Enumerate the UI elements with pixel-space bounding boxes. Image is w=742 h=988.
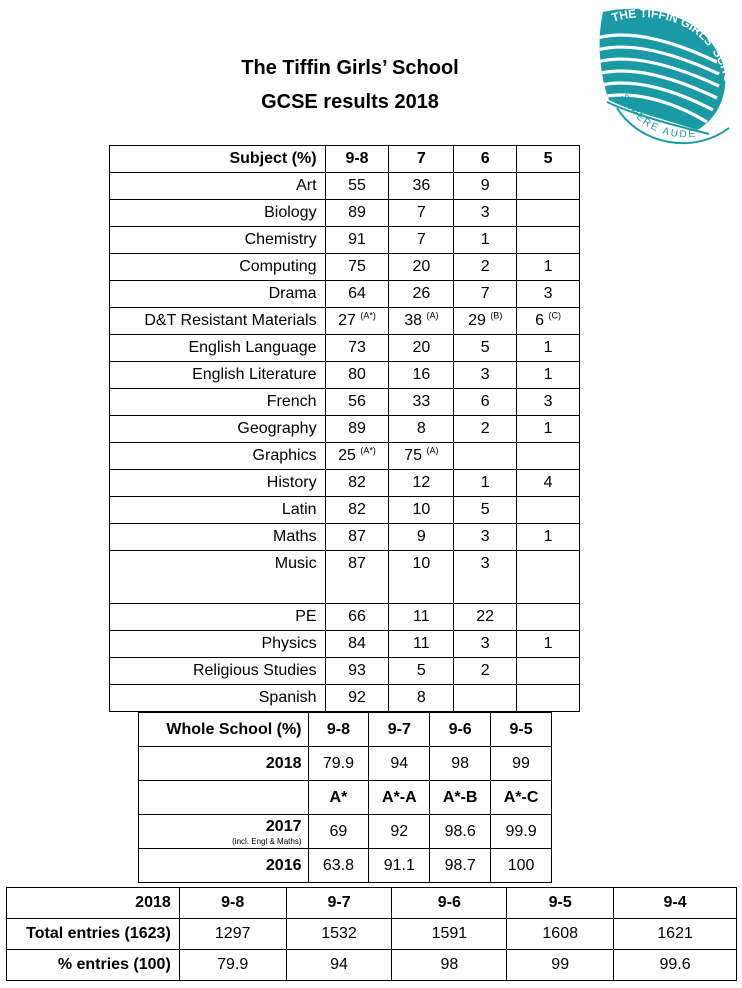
value-text: 9-8 (326, 720, 350, 738)
grade-percent-value: 82 (348, 501, 366, 518)
grade-percent-value: 75 (348, 258, 366, 275)
grade-percent-cell (517, 658, 580, 685)
whole-school-row (139, 781, 552, 815)
grade-percent-cell (454, 658, 517, 685)
grade-percent-cell (325, 308, 389, 335)
grade-percent-cell (389, 254, 454, 281)
grade-percent-value: 1 (543, 339, 553, 356)
whole-school-row-label (139, 815, 309, 849)
grade-percent-cell (517, 389, 580, 416)
grade-percent-cell (517, 631, 580, 658)
subject-name: History (110, 470, 326, 497)
grade-percent-value: 84 (348, 635, 366, 652)
grade-percent-cell (517, 470, 580, 497)
grade-percent-cell (325, 685, 389, 712)
grade-percent-cell (389, 416, 454, 443)
whole-school-row (139, 713, 552, 747)
entries-value: 99.6 (614, 950, 737, 981)
grade-percent-cell (517, 416, 580, 443)
grade-percent-cell (389, 470, 454, 497)
value-text: 100 (507, 856, 535, 874)
whole-school-row-label (139, 747, 309, 781)
old-grade-note: (A) (426, 445, 439, 456)
whole-school-value (308, 713, 369, 747)
grade-percent-cell (517, 497, 580, 524)
grade-percent-value: 1 (543, 366, 553, 383)
subjects-header-cell: 9-8 (325, 146, 389, 173)
grade-percent-value: 55 (348, 177, 366, 194)
grade-percent-value: 6 (535, 312, 545, 329)
grade-percent-value: 93 (348, 662, 366, 679)
whole-school-row (139, 815, 552, 849)
subject-name: Religious Studies (110, 658, 326, 685)
entries-row-label: Total entries (1623) (7, 919, 180, 950)
entries-value: 79.9 (179, 950, 286, 981)
old-grade-note: (B) (490, 310, 503, 321)
subjects-header-row (110, 146, 580, 173)
grade-percent-cell (517, 551, 580, 604)
grade-percent-cell (389, 443, 454, 470)
whole-school-value (369, 815, 430, 849)
subject-row (110, 658, 580, 685)
row-label-text: 2017 (265, 817, 302, 835)
subject-name: Music (110, 551, 326, 604)
grade-percent-value: 87 (348, 528, 366, 545)
subjects-header-cell: Subject (%) (110, 146, 326, 173)
grade-percent-cell (454, 604, 517, 631)
grade-percent-value: 6 (480, 393, 490, 410)
grade-percent-value: 89 (348, 204, 366, 221)
grade-percent-value: 9 (416, 528, 426, 545)
subject-name: English Literature (110, 362, 326, 389)
grade-percent-cell (389, 308, 454, 335)
value-text: 94 (390, 754, 409, 772)
grade-percent-value: 56 (348, 393, 366, 410)
grade-percent-cell (389, 658, 454, 685)
grade-percent-cell (325, 281, 389, 308)
entries-value: 1297 (179, 919, 286, 950)
row-footnote: (incl. Engl & Maths) (232, 836, 302, 846)
subject-row (110, 524, 580, 551)
subject-name: Computing (110, 254, 326, 281)
grade-percent-cell (454, 254, 517, 281)
old-grade-note: (C) (548, 310, 561, 321)
grade-percent-value: 9 (480, 177, 490, 194)
grade-percent-value: 5 (416, 662, 426, 679)
grade-percent-cell (389, 173, 454, 200)
grade-percent-cell (325, 200, 389, 227)
grade-percent-cell (517, 362, 580, 389)
row-label-text: Whole School (%) (166, 720, 302, 738)
whole-school-row (139, 849, 552, 883)
grade-percent-cell (517, 200, 580, 227)
subject-row (110, 497, 580, 524)
grade-percent-cell (389, 389, 454, 416)
grade-percent-value: 5 (480, 501, 490, 518)
subject-name: Art (110, 173, 326, 200)
grade-percent-value: 3 (480, 528, 490, 545)
entries-table (6, 887, 737, 981)
subject-name: Chemistry (110, 227, 326, 254)
subject-results-table (109, 145, 580, 712)
value-text: 9-6 (448, 720, 472, 738)
entries-row-label: 2018 (7, 888, 180, 919)
grade-percent-cell (389, 227, 454, 254)
grade-percent-cell (454, 173, 517, 200)
value-text: 91.1 (383, 856, 415, 874)
subject-name: PE (110, 604, 326, 631)
entries-value: 1621 (614, 919, 737, 950)
grade-percent-value: 64 (348, 285, 366, 302)
grade-percent-value: 10 (412, 501, 431, 518)
grade-percent-value: 1 (543, 528, 553, 545)
whole-school-value (430, 747, 491, 781)
subject-name: D&T Resistant Materials (110, 308, 326, 335)
grade-percent-cell (389, 524, 454, 551)
grade-percent-value: 20 (412, 339, 431, 356)
grade-percent-cell (325, 524, 389, 551)
entries-value: 9-7 (286, 888, 392, 919)
value-text: 69 (329, 822, 348, 840)
value-text: 98.6 (444, 822, 476, 840)
subject-name: Biology (110, 200, 326, 227)
grade-percent-value: 3 (543, 285, 553, 302)
grade-percent-value: 29 (468, 312, 486, 329)
grade-percent-value: 38 (404, 312, 423, 329)
grade-percent-value: 2 (480, 420, 490, 437)
old-grade-note: (A*) (360, 310, 376, 321)
grade-percent-cell (517, 308, 580, 335)
grade-percent-cell (454, 389, 517, 416)
whole-school-value (430, 815, 491, 849)
grade-percent-value: 75 (404, 447, 423, 464)
grade-percent-cell (517, 443, 580, 470)
grade-percent-cell (325, 335, 389, 362)
grade-percent-cell (389, 281, 454, 308)
subjects-header-cell: 7 (389, 146, 454, 173)
grade-percent-value: 3 (480, 635, 490, 652)
logo-ring-text: THE TIFFIN GIRLS’ SCHOOL (610, 6, 737, 101)
value-text: 63.8 (322, 856, 354, 874)
grade-percent-cell (325, 551, 389, 604)
grade-percent-cell (454, 362, 517, 389)
grade-percent-cell (517, 335, 580, 362)
subject-row (110, 362, 580, 389)
grade-percent-cell (454, 685, 517, 712)
whole-school-row-label (139, 849, 309, 883)
whole-school-value (430, 781, 491, 815)
subject-name: English Language (110, 335, 326, 362)
subject-name: French (110, 389, 326, 416)
subject-row (110, 335, 580, 362)
grade-percent-value: 16 (412, 366, 431, 383)
grade-percent-value: 92 (348, 689, 366, 706)
subject-row (110, 173, 580, 200)
whole-school-value (369, 781, 430, 815)
grade-percent-value: 1 (480, 231, 490, 248)
row-label-text: 2016 (265, 856, 302, 874)
grade-percent-value: 3 (480, 204, 490, 221)
whole-school-value (308, 849, 369, 883)
entries-value: 1608 (507, 919, 614, 950)
grade-percent-value: 2 (480, 258, 490, 275)
whole-school-value (491, 781, 552, 815)
grade-percent-value: 4 (543, 474, 553, 491)
grade-percent-value: 27 (338, 312, 356, 329)
grade-percent-value: 1 (543, 635, 553, 652)
row-label-text: 2018 (265, 754, 302, 772)
entries-row (7, 950, 737, 981)
subject-row (110, 551, 580, 604)
subject-name: Physics (110, 631, 326, 658)
whole-school-row-label (139, 713, 309, 747)
grade-percent-value: 87 (348, 555, 366, 572)
grade-percent-cell (389, 685, 454, 712)
subject-name: Latin (110, 497, 326, 524)
whole-school-value (430, 713, 491, 747)
logo-motto: SAPERE AUDE (618, 92, 698, 141)
grade-percent-cell (325, 604, 389, 631)
grade-percent-value: 91 (348, 231, 366, 248)
subject-name: Maths (110, 524, 326, 551)
grade-percent-value: 22 (476, 608, 495, 625)
grade-percent-cell (454, 200, 517, 227)
entries-value: 1532 (286, 919, 392, 950)
grade-percent-value: 80 (348, 366, 366, 383)
entries-value: 9-5 (507, 888, 614, 919)
value-text: 9-5 (509, 720, 533, 738)
whole-school-value (308, 815, 369, 849)
subject-name: Spanish (110, 685, 326, 712)
grade-percent-value: 3 (543, 393, 553, 410)
grade-percent-value: 5 (480, 339, 490, 356)
grade-percent-value: 1 (480, 474, 490, 491)
grade-percent-value: 26 (412, 285, 431, 302)
subject-name: Drama (110, 281, 326, 308)
subject-row (110, 254, 580, 281)
subject-row (110, 470, 580, 497)
subjects-header-cell: 6 (454, 146, 517, 173)
grade-percent-cell (454, 524, 517, 551)
grade-percent-value: 7 (480, 285, 490, 302)
old-grade-note: (A*) (360, 445, 376, 456)
value-text: 92 (390, 822, 409, 840)
entries-row-label: % entries (100) (7, 950, 180, 981)
whole-school-row (139, 747, 552, 781)
grade-percent-cell (325, 227, 389, 254)
grade-percent-cell (389, 335, 454, 362)
school-crest-logo (597, 4, 737, 156)
grade-percent-value: 11 (413, 635, 430, 652)
grade-percent-cell (454, 631, 517, 658)
results-title: GCSE results 2018 (261, 91, 439, 113)
grade-percent-cell (517, 604, 580, 631)
value-text: A*-B (442, 788, 478, 806)
subject-row (110, 416, 580, 443)
value-text: A* (329, 788, 348, 806)
grade-percent-cell (325, 416, 389, 443)
grade-percent-value: 82 (348, 474, 366, 491)
entries-value: 9-4 (614, 888, 737, 919)
grade-percent-cell (325, 254, 389, 281)
grade-percent-value: 12 (412, 474, 431, 491)
grade-percent-value: 66 (348, 608, 366, 625)
entries-value: 99 (507, 950, 614, 981)
grade-percent-cell (454, 227, 517, 254)
grade-percent-value: 33 (412, 393, 431, 410)
whole-school-value (308, 747, 369, 781)
grade-percent-cell (325, 497, 389, 524)
grade-percent-cell (454, 497, 517, 524)
whole-school-value (308, 781, 369, 815)
grade-percent-value: 2 (480, 662, 490, 679)
grade-percent-cell (517, 685, 580, 712)
grade-percent-value: 10 (412, 555, 431, 572)
whole-school-value (491, 713, 552, 747)
grade-percent-value: 1 (543, 420, 553, 437)
grade-percent-value: 7 (416, 231, 426, 248)
subject-row (110, 227, 580, 254)
grade-percent-cell (454, 335, 517, 362)
whole-school-value (491, 747, 552, 781)
grade-percent-cell (389, 200, 454, 227)
whole-school-value (491, 849, 552, 883)
grade-percent-cell (454, 308, 517, 335)
grade-percent-cell (389, 551, 454, 604)
whole-school-value (369, 849, 430, 883)
subject-row (110, 389, 580, 416)
grade-percent-cell (454, 416, 517, 443)
subject-row (110, 443, 580, 470)
value-text: 99.9 (505, 822, 537, 840)
grade-percent-cell (389, 631, 454, 658)
entries-row (7, 919, 737, 950)
value-text: A*-C (503, 788, 539, 806)
grade-percent-cell (454, 281, 517, 308)
grade-percent-cell (454, 470, 517, 497)
grade-percent-cell (325, 658, 389, 685)
grade-percent-cell (517, 281, 580, 308)
grade-percent-cell (454, 551, 517, 604)
subject-row (110, 281, 580, 308)
value-text: A*-A (381, 788, 417, 806)
grade-percent-value: 73 (348, 339, 366, 356)
whole-school-table (138, 712, 552, 883)
school-name-title: The Tiffin Girls’ School (241, 57, 459, 79)
subject-row (110, 200, 580, 227)
grade-percent-cell (517, 254, 580, 281)
whole-school-value (369, 713, 430, 747)
entries-row (7, 888, 737, 919)
grade-percent-value: 8 (416, 420, 426, 437)
grade-percent-value: 20 (412, 258, 431, 275)
grade-percent-cell (389, 497, 454, 524)
whole-school-value (491, 815, 552, 849)
value-text: 79.9 (322, 754, 354, 772)
grade-percent-value: 7 (416, 204, 426, 221)
grade-percent-cell (517, 524, 580, 551)
grade-percent-cell (517, 227, 580, 254)
grade-percent-value: 8 (416, 689, 426, 706)
value-text: 98.7 (444, 856, 476, 874)
whole-school-value (369, 747, 430, 781)
blank-cell (139, 781, 309, 815)
value-text: 99 (512, 754, 530, 772)
grade-percent-cell (325, 470, 389, 497)
entries-value: 9-6 (392, 888, 507, 919)
grade-percent-value: 36 (412, 177, 431, 194)
subject-name: Geography (110, 416, 326, 443)
grade-percent-value: 3 (480, 366, 490, 383)
value-text: 98 (451, 754, 470, 772)
grade-percent-cell (325, 173, 389, 200)
grade-percent-cell (389, 604, 454, 631)
grade-percent-cell (454, 443, 517, 470)
grade-percent-value: 3 (480, 555, 490, 572)
grade-percent-cell (325, 389, 389, 416)
grade-percent-cell (389, 362, 454, 389)
entries-value: 9-8 (179, 888, 286, 919)
subject-row (110, 685, 580, 712)
value-text: 9-7 (387, 720, 411, 738)
grade-percent-cell (325, 631, 389, 658)
whole-school-value (430, 849, 491, 883)
grade-percent-value: 25 (338, 447, 356, 464)
grade-percent-cell (517, 173, 580, 200)
grade-percent-cell (325, 362, 389, 389)
entries-value: 1591 (392, 919, 507, 950)
subjects-header-cell: 5 (517, 146, 580, 173)
grade-percent-cell (325, 443, 389, 470)
grade-percent-value: 1 (543, 258, 553, 275)
grade-percent-value: 89 (348, 420, 366, 437)
subject-name: Graphics (110, 443, 326, 470)
grade-percent-value: 11 (413, 608, 430, 625)
entries-value: 94 (286, 950, 392, 981)
old-grade-note: (A) (426, 310, 439, 321)
subject-row (110, 604, 580, 631)
subject-row (110, 308, 580, 335)
subject-row (110, 631, 580, 658)
entries-value: 98 (392, 950, 507, 981)
